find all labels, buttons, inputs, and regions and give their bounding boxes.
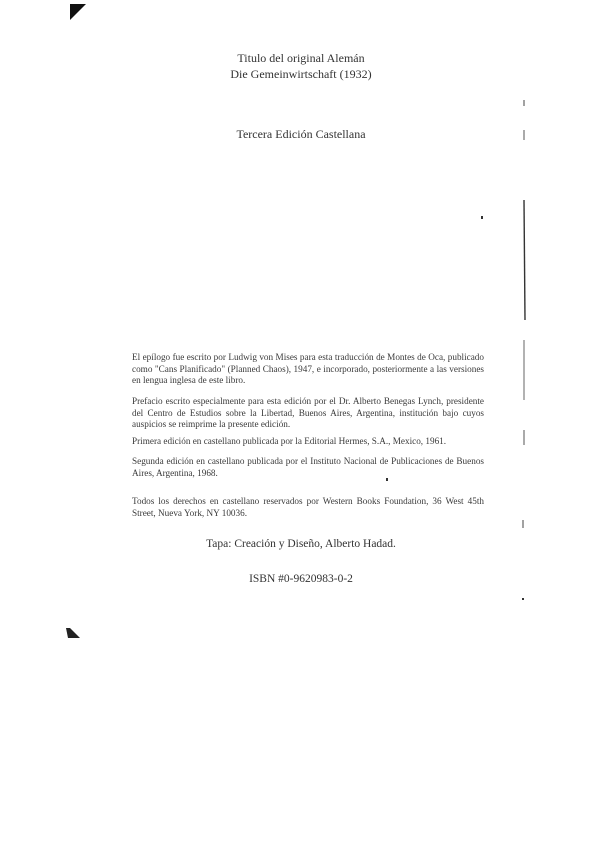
scan-corner-mark — [70, 4, 86, 20]
isbn-line: ISBN #0-9620983-0-2 — [249, 573, 353, 585]
scan-speck — [481, 216, 483, 219]
copyright-note: Todos los derechos en castellano reservados por Western Books Foundation, 36 West 45th Street, Nueva York, NY 10036. — [132, 496, 484, 518]
edition-heading: Tercera Edición Castellana — [236, 127, 366, 141]
original-title-label: Titulo del original Alemán — [237, 51, 365, 65]
first-edition-note: Primera edición en castellano publicada por la Editorial Hermes, S.A., Mexico, 1961. — [132, 436, 447, 446]
second-edition-note: Segunda edición en castellano publicada por el Instituto Nacional de Publicaciones de Buenos Aires, Argentina, 1968. — [132, 456, 484, 478]
preface-note: Prefacio escrito especialmente para esta edición por el Dr. Alberto Benegas Lynch, presidente del Centro de Estudios sobre la Libertad, Buenos Aires, Argentina, institución bajo cuyos auspicios se reimprime la presente edición. — [132, 396, 484, 429]
cover-credit: Tapa: Creación y Diseño, Alberto Hadad. — [206, 538, 396, 550]
scan-speck — [522, 598, 524, 600]
original-title: Die Gemeinwirtschaft (1932) — [230, 67, 372, 81]
scan-speck — [386, 478, 388, 481]
scan-corner-mark-bottom — [66, 628, 80, 638]
scan-edge-artifact — [518, 100, 530, 530]
epilogue-note: El epílogo fue escrito por Ludwig von Mises para esta traducción de Montes de Oca, publicado como "Cans Planificado" (Planned Chaos), 1947, e incorporado, posteriormente a las versiones en lengua inglesa de este libro. — [132, 352, 484, 385]
